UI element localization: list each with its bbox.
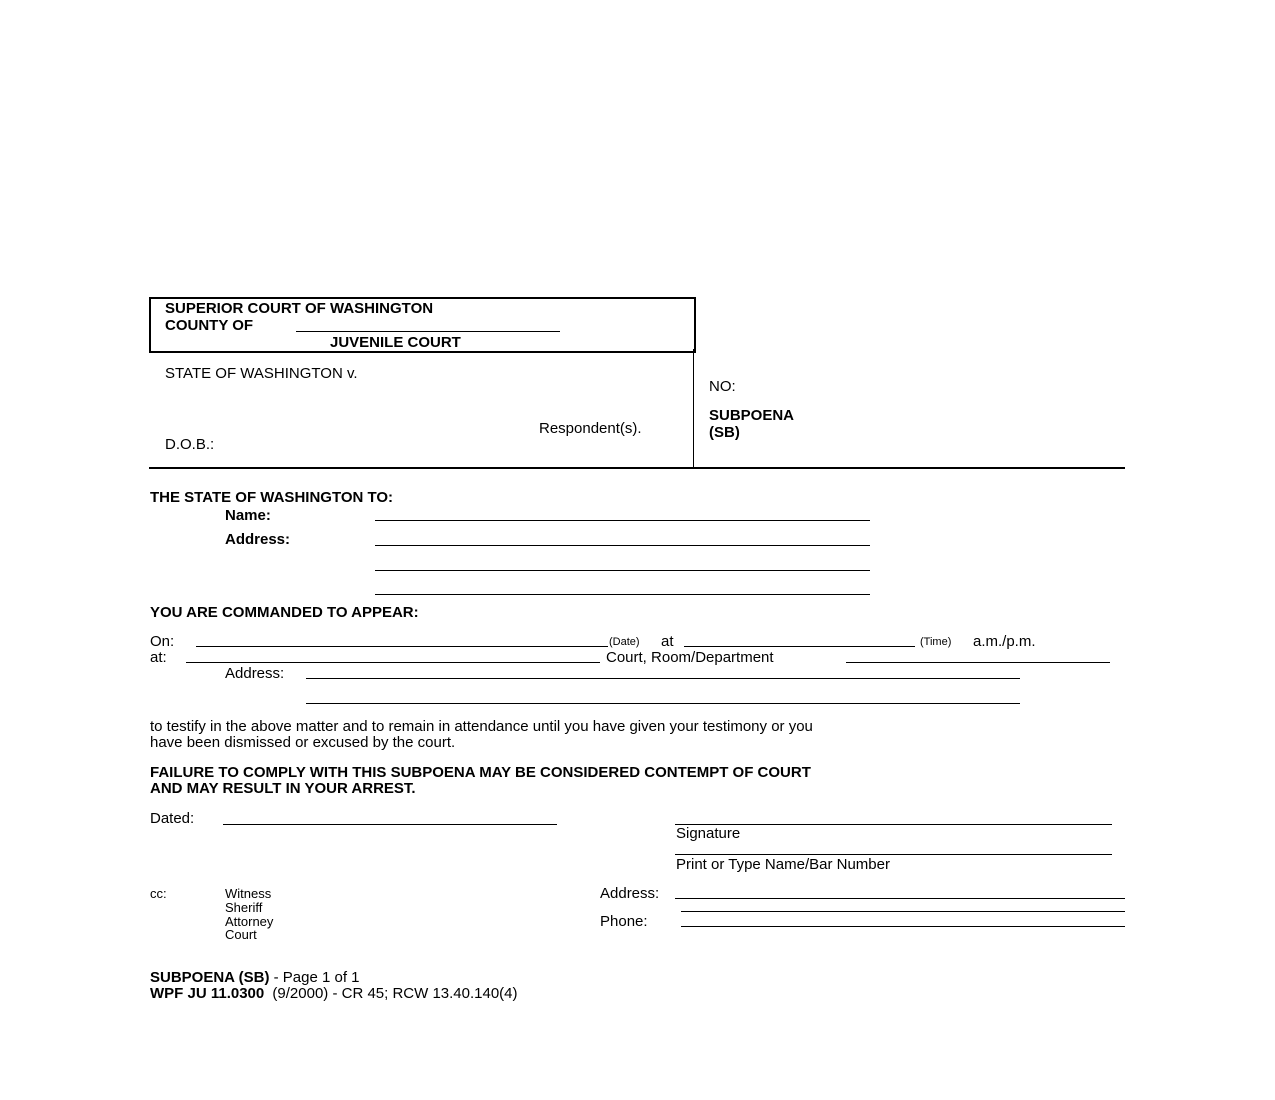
- county-label: COUNTY OF: [165, 317, 254, 334]
- signature-field[interactable]: [675, 824, 1112, 825]
- appearance-address-label: Address:: [225, 665, 285, 682]
- recipient-address-line-2[interactable]: [375, 570, 870, 571]
- footer-form-title: SUBPOENA (SB): [150, 969, 270, 986]
- on-label: On:: [150, 633, 175, 650]
- appearance-address-line-2[interactable]: [306, 703, 1020, 704]
- cc-attorney: Attorney: [225, 914, 274, 929]
- phone-label: Phone:: [600, 913, 648, 930]
- respondent-label: Respondent(s).: [539, 420, 642, 437]
- at-word: at: [661, 633, 674, 650]
- dated-label: Dated:: [150, 810, 195, 827]
- appearance-date-field[interactable]: [196, 646, 608, 647]
- warning-text-line-1: FAILURE TO COMPLY WITH THIS SUBPOENA MAY BE CONSIDERED CONTEMPT OF COURT: [150, 764, 811, 781]
- document-title: SUBPOENA: [709, 407, 795, 424]
- recipient-name-field[interactable]: [375, 520, 870, 521]
- ampm-label: a.m./p.m.: [973, 633, 1036, 650]
- date-hint: (Date): [609, 636, 640, 648]
- court-room-label: Court, Room/Department: [606, 649, 774, 666]
- case-number-label: NO:: [709, 378, 736, 395]
- county-field[interactable]: [296, 331, 560, 332]
- recipient-address-line-1[interactable]: [375, 545, 870, 546]
- appearance-room-field[interactable]: [846, 662, 1110, 663]
- appearance-heading: YOU ARE COMMANDED TO APPEAR:: [150, 604, 419, 621]
- footer-citation: (9/2000) - CR 45; RCW 13.40.140(4): [272, 985, 518, 1002]
- recipient-name-label: Name:: [225, 507, 271, 524]
- recipient-heading: THE STATE OF WASHINGTON TO:: [150, 489, 394, 506]
- recipient-address-line-3[interactable]: [375, 594, 870, 595]
- warning-text-line-2: AND MAY RESULT IN YOUR ARREST.: [150, 780, 416, 797]
- footer-page-info: - Page 1 of 1: [273, 969, 360, 986]
- dob-label: D.O.B.:: [165, 436, 215, 453]
- testify-text-line-2: have been dismissed or excused by the court.: [150, 734, 456, 751]
- appearance-address-line-1[interactable]: [306, 678, 1020, 679]
- appearance-court-field[interactable]: [186, 662, 600, 663]
- footer-line-2: [150, 985, 518, 1002]
- time-hint: (Time): [920, 636, 952, 648]
- at-label: at:: [150, 649, 167, 666]
- court-division: JUVENILE COURT: [330, 334, 461, 351]
- cc-label: cc:: [150, 886, 167, 901]
- dated-field[interactable]: [223, 824, 557, 825]
- signature-label: Signature: [676, 825, 741, 842]
- cc-court: Court: [225, 927, 257, 942]
- plaintiff-label: STATE OF WASHINGTON v.: [165, 365, 358, 382]
- print-name-field[interactable]: [675, 854, 1112, 855]
- document-code: (SB): [709, 424, 740, 441]
- footer-line-1: [150, 969, 360, 986]
- phone-field[interactable]: [681, 926, 1125, 927]
- footer-form-number: WPF JU 11.0300: [150, 985, 265, 1002]
- signer-address-label: Address:: [600, 885, 660, 902]
- cc-witness: Witness: [225, 886, 272, 901]
- caption-bottom-rule: [149, 467, 1125, 469]
- signer-address-line-1[interactable]: [675, 898, 1125, 899]
- appearance-time-field[interactable]: [684, 646, 915, 647]
- recipient-address-label: Address:: [225, 531, 291, 548]
- caption-divider: [693, 349, 694, 468]
- signer-address-line-2[interactable]: [681, 911, 1125, 912]
- cc-sheriff: Sheriff: [225, 900, 263, 915]
- court-name: SUPERIOR COURT OF WASHINGTON: [165, 300, 434, 317]
- print-name-label: Print or Type Name/Bar Number: [676, 856, 890, 873]
- testify-text-line-1: to testify in the above matter and to remain in attendance until you have given your testimony or you: [150, 718, 813, 735]
